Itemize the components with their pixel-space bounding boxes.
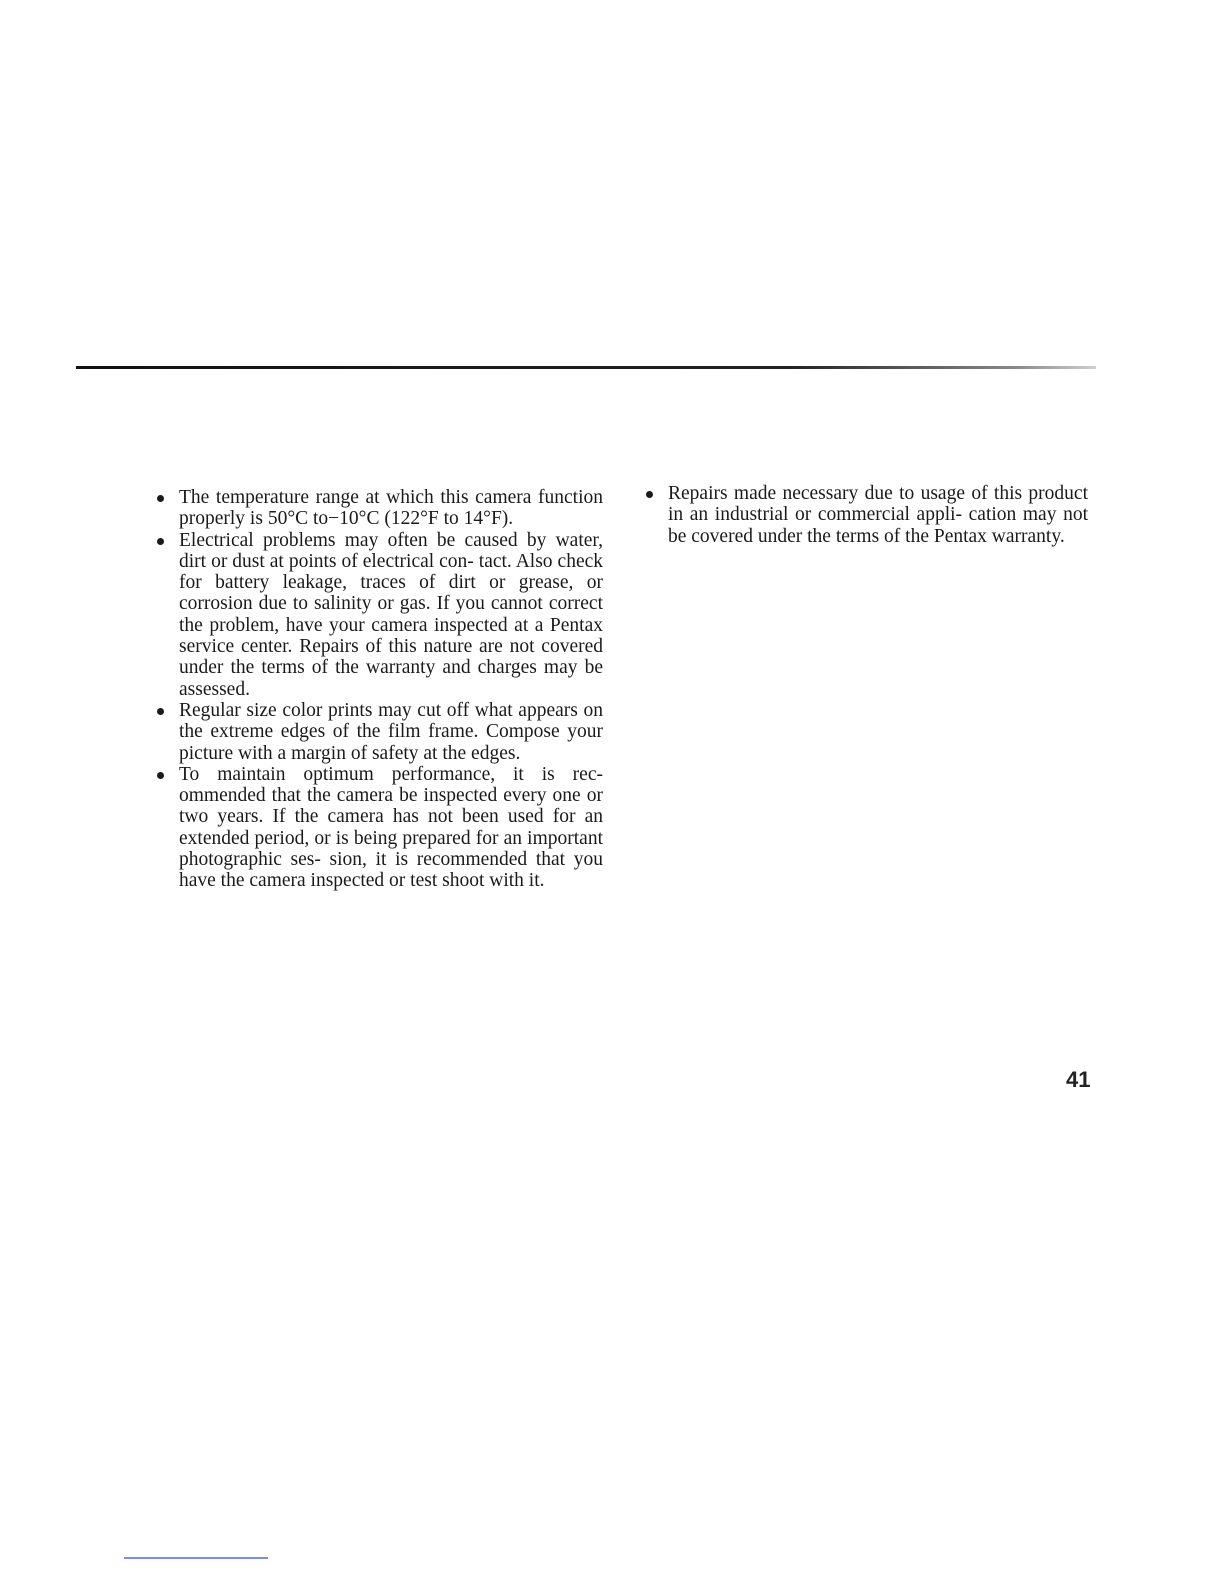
bottom-edge-mark [124,1557,268,1559]
note-item [156,764,603,892]
note-text: The temperature range at which this camera function properly is 50°C to−10°C (122°F to 14°F). [179,487,603,530]
note-item [156,530,603,700]
header-rule [76,366,1096,369]
right-column-notes [645,483,1088,547]
note-item [156,700,603,764]
bullet-icon [157,538,164,545]
note-text: To maintain optimum performance, it is rec- ommended that the camera be inspected every one or two years. If the camera has not been used for an extended period, or is being prepared for an important photographic ses- sion, it is recommended that you have the camera inspected or test shoot with it. [179,763,603,892]
note-text: Regular size color prints may cut off what appears on the extreme edges of the film frame. Compose your picture with a margin of safety at the edges. [179,699,603,764]
note-text: Repairs made necessary due to usage of this product in an industrial or commercial appli- cation may not be covered under the terms of the Pentax warranty. [668,483,1088,547]
bullet-icon [646,491,653,498]
note-item [156,487,603,530]
left-column-notes [156,487,603,892]
note-item [645,483,1088,547]
bullet-icon [157,708,164,715]
note-text: Electrical problems may often be caused by water, dirt or dust at points of electrical con- tact. Also check for battery leakage, traces of dirt or grease, or corrosion due to salinity or gas. If you cannot correct the problem, have your camera inspected at a Pentax service center. Repairs of this nature are not covered under the terms of the warranty and charges may be assessed. [179,529,603,700]
bullet-icon [157,772,164,779]
bullet-icon [157,495,164,502]
page-number: 41 [1066,1067,1091,1092]
